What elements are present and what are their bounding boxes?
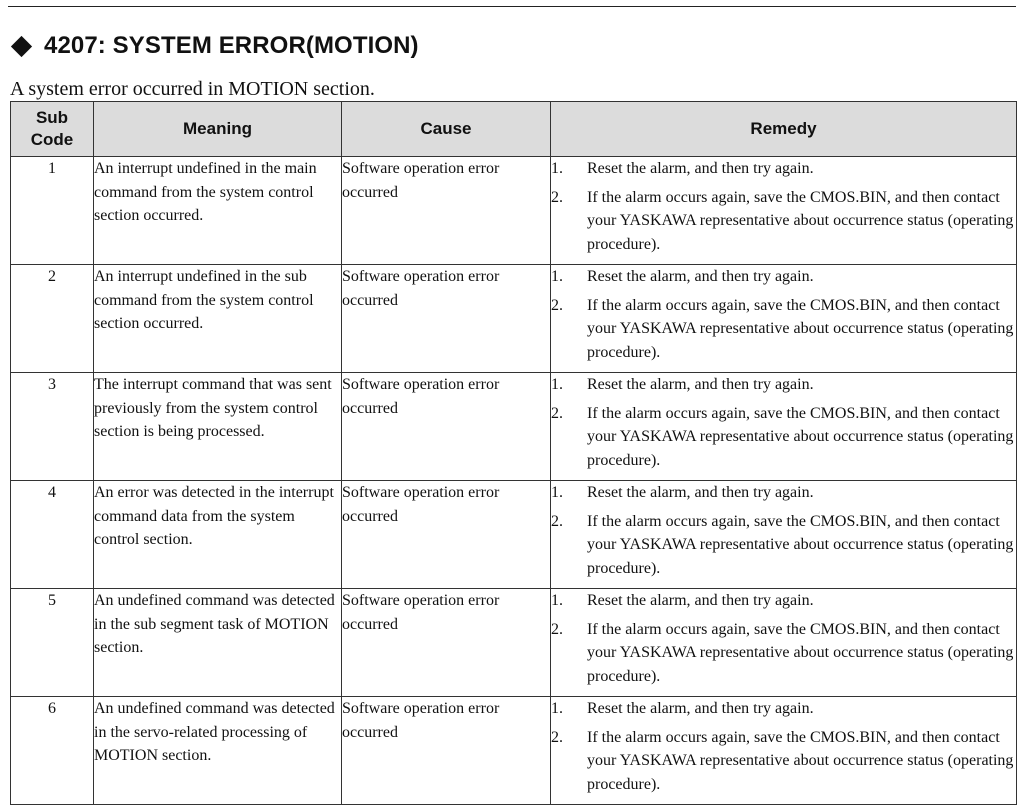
meaning-cell: An error was detected in the interrupt command data from the system control section. bbox=[94, 481, 342, 589]
remedy-step bbox=[551, 265, 1016, 289]
meaning-cell: An undefined command was detected in the servo-related processing of MOTION section. bbox=[94, 697, 342, 805]
remedy-cell bbox=[551, 697, 1017, 805]
remedy-step-number: 2. bbox=[551, 404, 563, 422]
remedy-step bbox=[551, 589, 1016, 613]
alarm-table bbox=[10, 101, 1017, 805]
table-row bbox=[11, 265, 1017, 373]
remedy-steps bbox=[551, 481, 1016, 580]
table-row bbox=[11, 481, 1017, 589]
meaning-cell: An interrupt undefined in the main command from the system control section occurred. bbox=[94, 157, 342, 265]
remedy-step-number: 2. bbox=[551, 296, 563, 314]
cause-cell: Software operation error occurred bbox=[342, 157, 551, 265]
cause-cell: Software operation error occurred bbox=[342, 589, 551, 697]
remedy-step-text: Reset the alarm, and then try again. bbox=[587, 376, 814, 393]
remedy-step-text: If the alarm occurs again, save the CMOS.BIN, and then contact your YASKAWA representative about occurrence status (operating procedure). bbox=[587, 728, 1014, 793]
remedy-step bbox=[551, 294, 1016, 365]
meaning-cell: An undefined command was detected in the sub segment task of MOTION section. bbox=[94, 589, 342, 697]
remedy-step bbox=[551, 481, 1016, 505]
remedy-step-text: Reset the alarm, and then try again. bbox=[587, 484, 814, 501]
cause-cell: Software operation error occurred bbox=[342, 697, 551, 805]
remedy-step bbox=[551, 726, 1016, 797]
meaning-cell: The interrupt command that was sent previously from the system control section is being processed. bbox=[94, 373, 342, 481]
remedy-step-number: 1. bbox=[551, 376, 563, 393]
sub-code-cell: 3 bbox=[11, 373, 94, 481]
remedy-cell bbox=[551, 265, 1017, 373]
remedy-step bbox=[551, 186, 1016, 257]
sub-code-cell: 5 bbox=[11, 589, 94, 697]
remedy-steps bbox=[551, 157, 1016, 256]
remedy-step-text: Reset the alarm, and then try again. bbox=[587, 592, 814, 609]
remedy-step-number: 1. bbox=[551, 484, 563, 501]
remedy-step-number: 2. bbox=[551, 620, 563, 638]
remedy-step-number: 1. bbox=[551, 700, 563, 717]
table-row bbox=[11, 697, 1017, 805]
remedy-step-text: If the alarm occurs again, save the CMOS.BIN, and then contact your YASKAWA representative about occurrence status (operating procedure). bbox=[587, 512, 1014, 577]
remedy-steps bbox=[551, 265, 1016, 364]
header-remedy: Remedy bbox=[551, 102, 1017, 157]
sub-code-cell: 1 bbox=[11, 157, 94, 265]
page-title-text: 4207: SYSTEM ERROR(MOTION) bbox=[44, 32, 419, 60]
table-row bbox=[11, 589, 1017, 697]
header-sub-code bbox=[11, 102, 94, 157]
header-cause: Cause bbox=[342, 102, 551, 157]
remedy-step bbox=[551, 157, 1016, 181]
remedy-step bbox=[551, 618, 1016, 689]
remedy-step bbox=[551, 402, 1016, 473]
cause-cell: Software operation error occurred bbox=[342, 481, 551, 589]
remedy-cell bbox=[551, 589, 1017, 697]
meaning-cell: An interrupt undefined in the sub command from the system control section occurred. bbox=[94, 265, 342, 373]
table-header-row bbox=[11, 102, 1017, 157]
remedy-step-text: Reset the alarm, and then try again. bbox=[587, 268, 814, 285]
remedy-steps bbox=[551, 589, 1016, 688]
remedy-step-number: 2. bbox=[551, 188, 563, 206]
remedy-step-number: 1. bbox=[551, 592, 563, 609]
remedy-step-number: 2. bbox=[551, 728, 563, 746]
top-rule bbox=[8, 6, 1016, 7]
sub-code-cell: 2 bbox=[11, 265, 94, 373]
table-row bbox=[11, 157, 1017, 265]
header-sub-code-label: Sub Code bbox=[30, 108, 74, 149]
table-row bbox=[11, 373, 1017, 481]
remedy-steps bbox=[551, 697, 1016, 796]
diamond-bullet-icon bbox=[11, 35, 32, 56]
sub-code-cell: 4 bbox=[11, 481, 94, 589]
header-meaning: Meaning bbox=[94, 102, 342, 157]
remedy-steps bbox=[551, 373, 1016, 472]
remedy-step-number: 1. bbox=[551, 268, 563, 285]
cause-cell: Software operation error occurred bbox=[342, 373, 551, 481]
sub-code-cell: 6 bbox=[11, 697, 94, 805]
remedy-step-text: If the alarm occurs again, save the CMOS.BIN, and then contact your YASKAWA representative about occurrence status (operating procedure). bbox=[587, 620, 1014, 685]
remedy-step-text: If the alarm occurs again, save the CMOS.BIN, and then contact your YASKAWA representative about occurrence status (operating procedure). bbox=[587, 188, 1014, 253]
remedy-step-text: If the alarm occurs again, save the CMOS.BIN, and then contact your YASKAWA representative about occurrence status (operating procedure). bbox=[587, 296, 1014, 361]
remedy-cell bbox=[551, 157, 1017, 265]
remedy-step-text: Reset the alarm, and then try again. bbox=[587, 700, 814, 717]
remedy-cell bbox=[551, 373, 1017, 481]
remedy-step bbox=[551, 373, 1016, 397]
remedy-step-number: 1. bbox=[551, 160, 563, 177]
remedy-cell bbox=[551, 481, 1017, 589]
alarm-description: A system error occurred in MOTION section. bbox=[10, 78, 375, 100]
remedy-step bbox=[551, 510, 1016, 581]
cause-cell: Software operation error occurred bbox=[342, 265, 551, 373]
remedy-step-text: If the alarm occurs again, save the CMOS.BIN, and then contact your YASKAWA representative about occurrence status (operating procedure). bbox=[587, 404, 1014, 469]
remedy-step bbox=[551, 697, 1016, 721]
remedy-step-number: 2. bbox=[551, 512, 563, 530]
remedy-step-text: Reset the alarm, and then try again. bbox=[587, 160, 814, 177]
page-title bbox=[10, 28, 419, 64]
